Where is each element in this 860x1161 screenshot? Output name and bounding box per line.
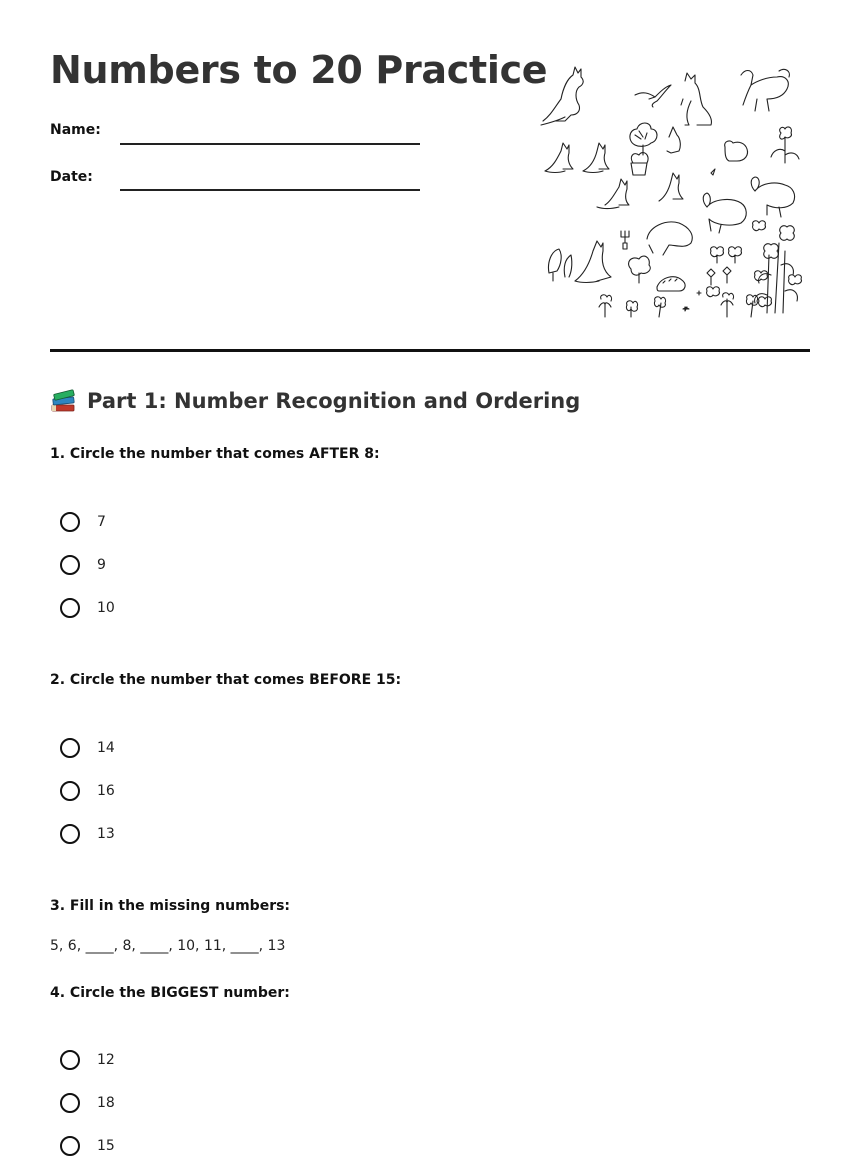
question-1-option-3[interactable] xyxy=(60,595,115,621)
question-3: 3. Fill in the missing numbers: xyxy=(50,898,291,914)
name-label: Name: xyxy=(50,122,101,138)
question-1-option-2[interactable] xyxy=(60,552,106,578)
question-1: 1. Circle the number that comes AFTER 8: xyxy=(50,446,380,462)
question-4: 4. Circle the BIGGEST number: xyxy=(50,985,290,1001)
radio-circle[interactable] xyxy=(60,512,80,532)
question-4-option-1[interactable] xyxy=(60,1047,115,1073)
radio-circle[interactable] xyxy=(60,1050,80,1070)
question-2-option-2[interactable] xyxy=(60,778,115,804)
option-label: 15 xyxy=(97,1138,115,1154)
radio-circle[interactable] xyxy=(60,555,80,575)
question-4-option-3[interactable] xyxy=(60,1133,115,1159)
radio-circle[interactable] xyxy=(60,824,80,844)
radio-circle[interactable] xyxy=(60,1136,80,1156)
option-label: 13 xyxy=(97,826,115,842)
question-1-option-1[interactable] xyxy=(60,509,106,535)
name-field[interactable] xyxy=(120,143,420,145)
question-4-option-2[interactable] xyxy=(60,1090,115,1116)
option-label: 16 xyxy=(97,783,115,799)
option-label: 9 xyxy=(97,557,106,573)
option-label: 10 xyxy=(97,600,115,616)
option-label: 14 xyxy=(97,740,115,756)
option-label: 7 xyxy=(97,514,106,530)
header-divider xyxy=(50,349,810,352)
radio-circle[interactable] xyxy=(60,738,80,758)
date-label: Date: xyxy=(50,169,93,185)
missing-numbers-sequence[interactable]: 5, 6, ____, 8, ____, 10, 11, ____, 13 xyxy=(50,938,286,954)
section-title-text: Part 1: Number Recognition and Ordering xyxy=(87,389,581,413)
question-2-option-1[interactable] xyxy=(60,735,115,761)
date-field[interactable] xyxy=(120,189,420,191)
australian-animals-illustration-icon xyxy=(535,55,805,325)
section-title xyxy=(50,388,580,414)
option-label: 18 xyxy=(97,1095,115,1111)
books-icon xyxy=(50,388,76,414)
question-2: 2. Circle the number that comes BEFORE 15: xyxy=(50,672,402,688)
page-title: Numbers to 20 Practice xyxy=(50,48,548,92)
radio-circle[interactable] xyxy=(60,1093,80,1113)
option-label: 12 xyxy=(97,1052,115,1068)
question-2-option-3[interactable] xyxy=(60,821,115,847)
radio-circle[interactable] xyxy=(60,781,80,801)
radio-circle[interactable] xyxy=(60,598,80,618)
